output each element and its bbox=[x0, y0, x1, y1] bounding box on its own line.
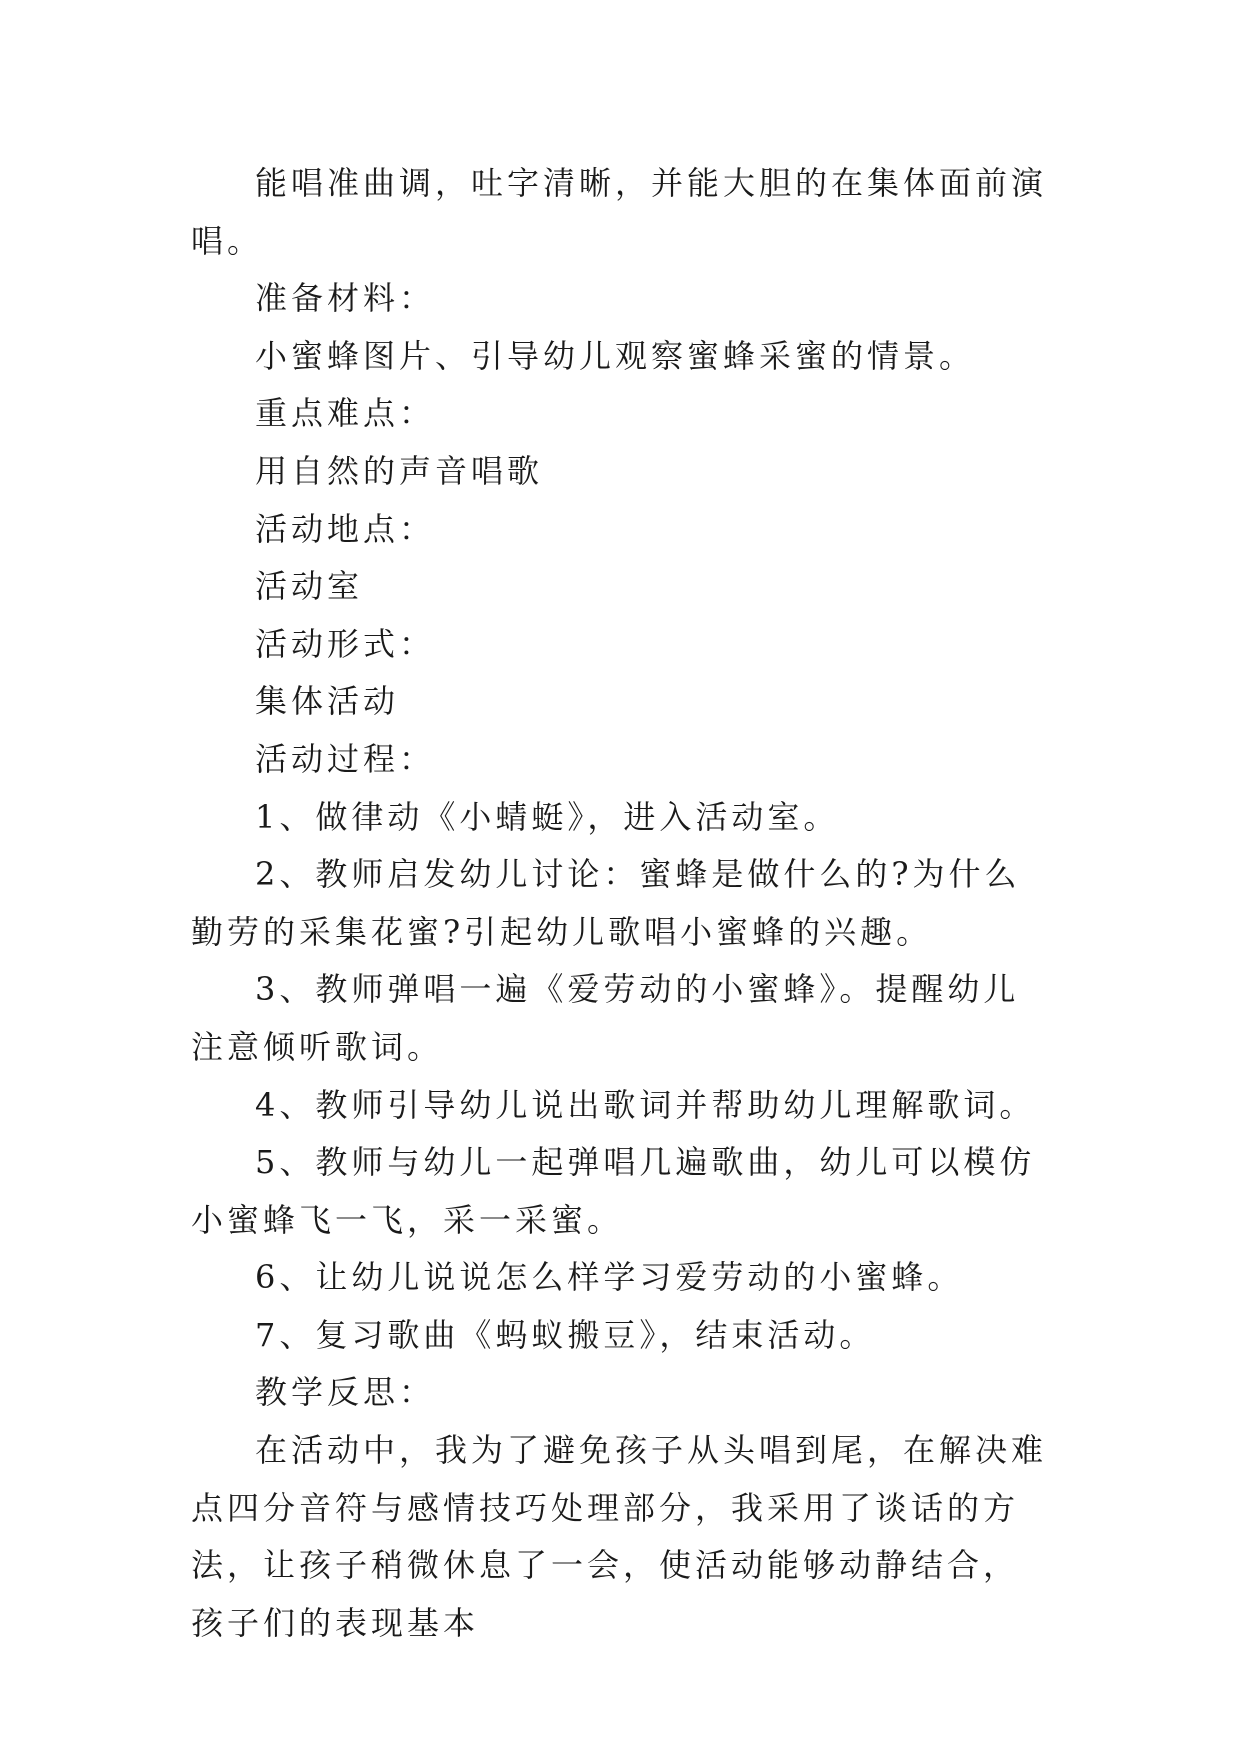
process-step-7: 7、复习歌曲《蚂蚁搬豆》，结束活动。 bbox=[255, 1315, 876, 1354]
paragraph-objective: 能唱准曲调，吐字清晰，并能大胆的在集体面前演唱。 bbox=[191, 164, 1048, 260]
heading-location: 活动地点： bbox=[255, 509, 436, 548]
heading-reflection: 教学反思： bbox=[255, 1373, 436, 1412]
document-body bbox=[191, 155, 1053, 1652]
paragraph-location: 活动室 bbox=[255, 567, 364, 606]
process-step-2: 2、教师启发幼儿讨论：蜜蜂是做什么的?为什么勤劳的采集花蜜?引起幼儿歌唱小蜜蜂的兴趣。 bbox=[191, 855, 1021, 951]
heading-format: 活动形式： bbox=[255, 624, 436, 663]
paragraph-materials: 小蜜蜂图片、引导幼儿观察蜜蜂采蜜的情景。 bbox=[255, 336, 976, 375]
process-step-1: 1、做律动《小蜻蜓》，进入活动室。 bbox=[255, 797, 840, 836]
paragraph-reflection: 在活动中，我为了避免孩子从头唱到尾，在解决难点四分音符与感情技巧处理部分，我采用了谈话的方法，让孩子稍微休息了一会，使活动能够动静结合，孩子们的表现基本 bbox=[191, 1431, 1048, 1642]
process-step-3: 3、教师弹唱一遍《爱劳动的小蜜蜂》。提醒幼儿注意倾听歌词。 bbox=[191, 970, 1020, 1066]
process-step-5: 5、教师与幼儿一起弹唱几遍歌曲，幼儿可以模仿小蜜蜂飞一飞，采一采蜜。 bbox=[191, 1143, 1036, 1239]
heading-key-points: 重点难点： bbox=[255, 394, 436, 433]
paragraph-format: 集体活动 bbox=[255, 682, 400, 721]
paragraph-key-points: 用自然的声音唱歌 bbox=[255, 451, 544, 490]
heading-process: 活动过程： bbox=[255, 739, 436, 778]
process-step-6: 6、让幼儿说说怎么样学习爱劳动的小蜜蜂。 bbox=[255, 1258, 964, 1297]
heading-materials: 准备材料： bbox=[255, 279, 436, 318]
process-step-4: 4、教师引导幼儿说出歌词并帮助幼儿理解歌词。 bbox=[255, 1085, 1036, 1124]
